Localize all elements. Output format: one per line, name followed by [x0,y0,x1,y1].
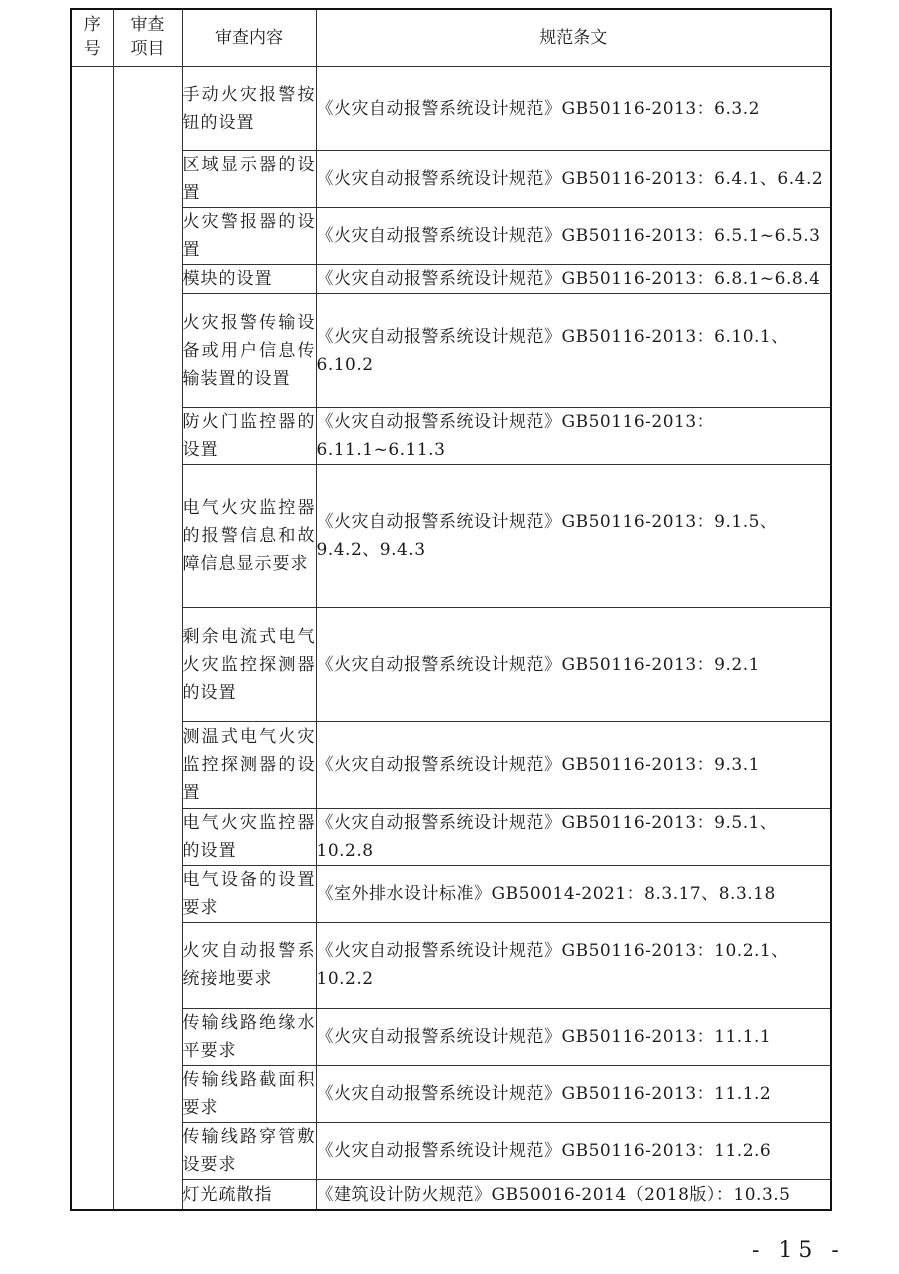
standard-cell: 《火灾自动报警系统设计规范》GB50116-2013：6.4.1、6.4.2 [316,151,831,208]
table-row [71,1180,831,1210]
standard-cell: 《火灾自动报警系统设计规范》GB50116-2013：6.10.1、6.10.2 [316,294,831,407]
table-row [71,464,831,607]
standard-cell: 《火灾自动报警系统设计规范》GB50116-2013：9.5.1、10.2.8 [316,808,831,865]
header-seq: 序号 [71,9,113,67]
table-row [71,407,831,464]
content-cell: 传输线路截面积要求 [182,1066,316,1123]
table-row [71,67,831,151]
content-cell: 火灾警报器的设置 [182,208,316,265]
content-cell: 火灾自动报警系统接地要求 [182,922,316,1008]
header-standard: 规范条文 [316,9,831,67]
content-cell: 灯光疏散指 [182,1180,316,1210]
standard-cell: 《火灾自动报警系统设计规范》GB50116-2013：6.11.1~6.11.3 [316,407,831,464]
table-row [71,294,831,407]
content-cell: 手动火灾报警按钮的设置 [182,67,316,151]
standard-cell: 《火灾自动报警系统设计规范》GB50116-2013：6.5.1~6.5.3 [316,208,831,265]
content-cell: 防火门监控器的设置 [182,407,316,464]
item-cell [113,67,182,1211]
content-cell: 模块的设置 [182,265,316,294]
content-cell: 传输线路绝缘水平要求 [182,1008,316,1065]
table-row [71,208,831,265]
content-cell: 测温式电气火灾监控探测器的设置 [182,722,316,808]
standard-cell: 《火灾自动报警系统设计规范》GB50116-2013：6.8.1~6.8.4 [316,265,831,294]
standard-cell: 《火灾自动报警系统设计规范》GB50116-2013：11.1.1 [316,1008,831,1065]
table-row [71,722,831,808]
table-row [71,1123,831,1180]
content-cell: 电气火灾监控器的设置 [182,808,316,865]
table-header-row [71,9,831,67]
table-row [71,808,831,865]
standard-cell: 《火灾自动报警系统设计规范》GB50116-2013：11.2.6 [316,1123,831,1180]
header-content: 审查内容 [182,9,316,67]
seq-cell [71,67,113,1211]
review-table [70,8,832,1211]
standard-cell: 《室外排水设计标准》GB50014-2021：8.3.17、8.3.18 [316,865,831,922]
header-item: 审查项目 [113,9,182,67]
content-cell: 传输线路穿管敷设要求 [182,1123,316,1180]
standard-cell: 《火灾自动报警系统设计规范》GB50116-2013：9.1.5、9.4.2、9.4.3 [316,464,831,607]
table-row [71,608,831,722]
standard-cell: 《建筑设计防火规范》GB50016-2014（2018版）：10.3.5 [316,1180,831,1210]
table-row [71,922,831,1008]
standard-cell: 《火灾自动报警系统设计规范》GB50116-2013：11.1.2 [316,1066,831,1123]
standard-cell: 《火灾自动报警系统设计规范》GB50116-2013：9.2.1 [316,608,831,722]
content-cell: 剩余电流式电气火灾监控探测器的设置 [182,608,316,722]
content-cell: 电气设备的设置要求 [182,865,316,922]
table-row [71,1008,831,1065]
standard-cell: 《火灾自动报警系统设计规范》GB50116-2013：10.2.1、10.2.2 [316,922,831,1008]
standard-cell: 《火灾自动报警系统设计规范》GB50116-2013：6.3.2 [316,67,831,151]
page-number: - 15 - [752,1238,845,1263]
table-row [71,151,831,208]
table-row [71,1066,831,1123]
content-cell: 电气火灾监控器的报警信息和故障信息显示要求 [182,464,316,607]
table-row [71,265,831,294]
table-row [71,865,831,922]
standard-cell: 《火灾自动报警系统设计规范》GB50116-2013：9.3.1 [316,722,831,808]
content-cell: 区域显示器的设置 [182,151,316,208]
content-cell: 火灾报警传输设备或用户信息传输装置的设置 [182,294,316,407]
